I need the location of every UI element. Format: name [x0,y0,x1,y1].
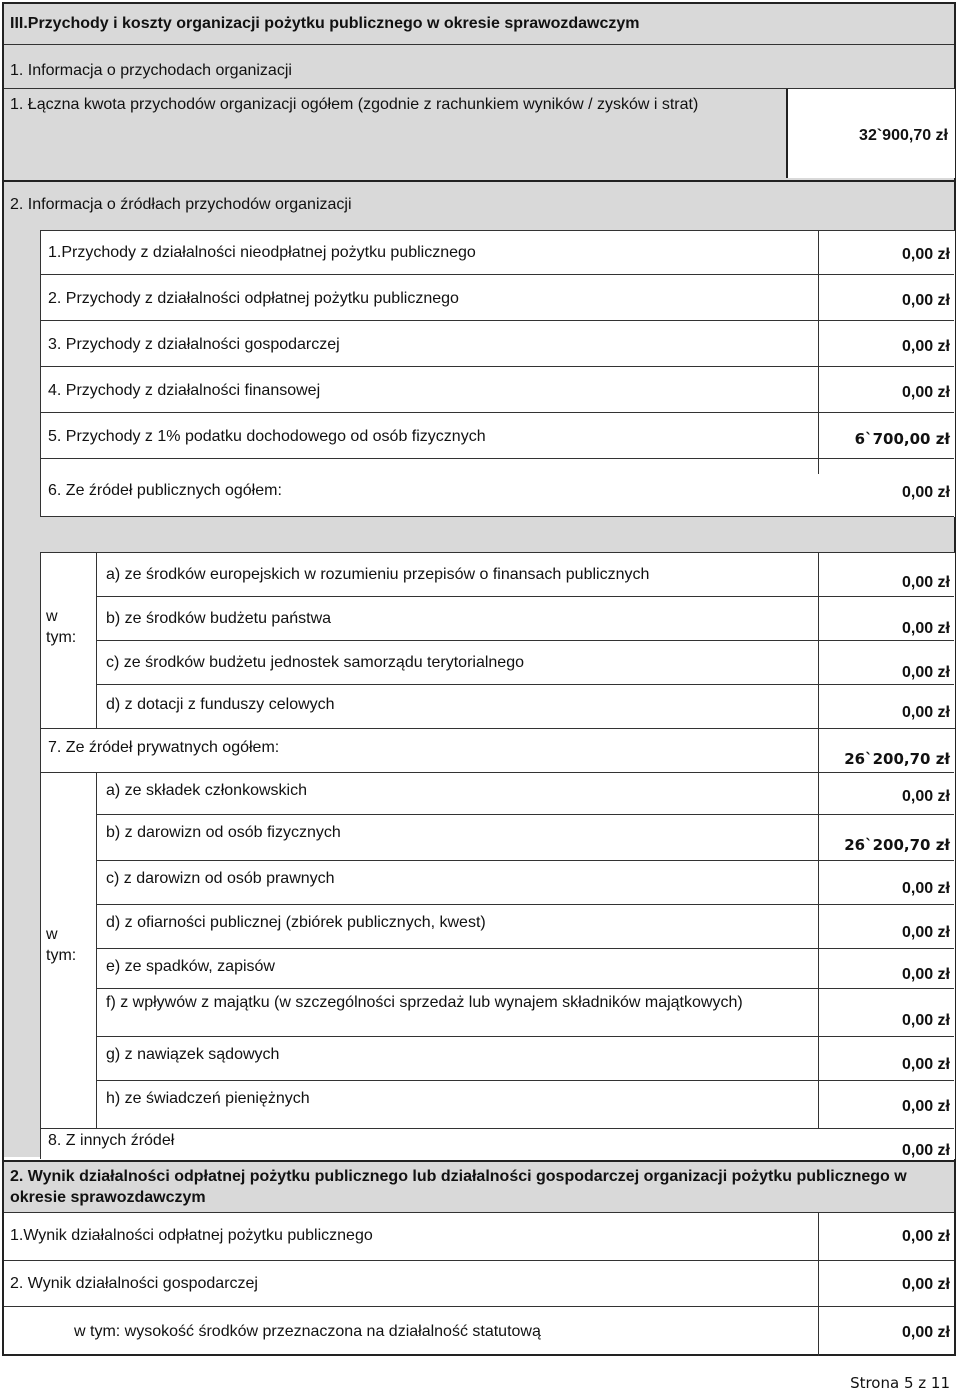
zrodla-row-3-label: 3. Przychody z działalności gospodarczej [48,336,340,353]
zrodla-row-5-value: 6`700,00 zł [854,430,950,448]
info-przychody-heading: 1. Informacja o przychodach organizacji [10,62,292,79]
wynik-row-3-value: 0,00 zł [901,1324,950,1341]
publiczne-row-d-label: d) z dotacji z funduszy celowych [106,696,335,713]
zrodla-row-1-label: 1.Przychody z działalności nieodpłatnej pożytku publicznego [48,244,476,261]
prywatne-row-e-label: e) ze spadków, zapisów [106,958,275,975]
prywatne-row-a-value: 0,00 zł [901,788,950,805]
zrodla-heading: 2. Informacja o źródłach przychodów organizacji [10,196,352,213]
zrodla-row-2-label: 2. Przychody z działalności odpłatnej pożytku publicznego [48,290,459,307]
prywatne-label: 7. Ze źródeł prywatnych ogółem: [48,739,280,756]
prywatne-row-b-label: b) z darowizn od osób fizycznych [106,824,341,841]
prywatne-wtym: w tym: [46,926,77,964]
total-value: 32`900,70 zł [859,127,948,144]
section-title: III.Przychody i koszty organizacji pożytku publicznego w okresie sprawozdawczym [10,15,640,32]
prywatne-row-d-value: 0,00 zł [901,924,950,941]
prywatne-value: 26`200,70 zł [844,750,950,768]
zrodla-row-4-value: 0,00 zł [901,384,950,401]
prywatne-row-e-value: 0,00 zł [901,966,950,983]
publiczne-row-c-value: 0,00 zł [901,664,950,681]
prywatne-row-f-label: f) z wpływów z majątku (w szczególności sprzedaż lub wynajem składników majątkowych) [106,994,743,1011]
zrodla-row-3-value: 0,00 zł [901,338,950,355]
prywatne-row-c-value: 0,00 zł [901,880,950,897]
publiczne-wtym: w tym: [46,608,77,646]
publiczne-row-c-label: c) ze środków budżetu jednostek samorządu terytorialnego [106,654,524,671]
wynik-row-2-label: 2. Wynik działalności gospodarczej [10,1275,258,1292]
inne-label: 8. Z innych źródeł [48,1132,175,1149]
publiczne-row-d-value: 0,00 zł [901,704,950,721]
prywatne-row-h-value: 0,00 zł [901,1098,950,1115]
prywatne-row-h-label: h) ze świadczeń pieniężnych [106,1090,310,1107]
zrodla-row-1-value: 0,00 zł [901,246,950,263]
zrodla-row-5-label: 5. Przychody z 1% podatku dochodowego od osób fizycznych [48,428,486,445]
wynik-heading: 2. Wynik działalności odpłatnej pożytku publicznego lub działalności gospodarczej organizacji pożytku publicznego w okresie sprawozdawczym [10,1168,907,1206]
total-label: 1. Łączna kwota przychodów organizacji ogółem (zgodnie z rachunkiem wyników / zysków i strat) [10,96,699,113]
wynik-row-1-label: 1.Wynik działalności odpłatnej pożytku publicznego [10,1227,373,1244]
page-number: Strona 5 z 11 [850,1374,950,1392]
zrodla-row-2-value: 0,00 zł [901,292,950,309]
publiczne-row-a-value: 0,00 zł [901,574,950,591]
publiczne-row-a-label: a) ze środków europejskich w rozumieniu przepisów o finansach publicznych [106,566,650,583]
wynik-row-1-value: 0,00 zł [901,1228,950,1245]
prywatne-row-c-label: c) z darowizn od osób prawnych [106,870,335,887]
publiczne-row-b-label: b) ze środków budżetu państwa [106,610,332,627]
prywatne-row-g-value: 0,00 zł [901,1056,950,1073]
zrodla-row-6-label: 6. Ze źródeł publicznych ogółem: [48,482,282,499]
prywatne-row-d-label: d) z ofiarności publicznej (zbiórek publicznych, kwest) [106,914,486,931]
prywatne-row-g-label: g) z nawiązek sądowych [106,1046,280,1063]
prywatne-row-b-value: 26`200,70 zł [844,836,950,854]
prywatne-row-a-label: a) ze składek członkowskich [106,782,307,799]
zrodla-row-4-label: 4. Przychody z działalności finansowej [48,382,321,399]
wynik-row-2-value: 0,00 zł [901,1276,950,1293]
zrodla-row-6-value: 0,00 zł [901,484,950,501]
inne-value: 0,00 zł [901,1142,950,1159]
publiczne-row-b-value: 0,00 zł [901,620,950,637]
wynik-row-3-label: w tym: wysokość środków przeznaczona na działalność statutową [74,1323,541,1340]
prywatne-row-f-value: 0,00 zł [901,1012,950,1029]
